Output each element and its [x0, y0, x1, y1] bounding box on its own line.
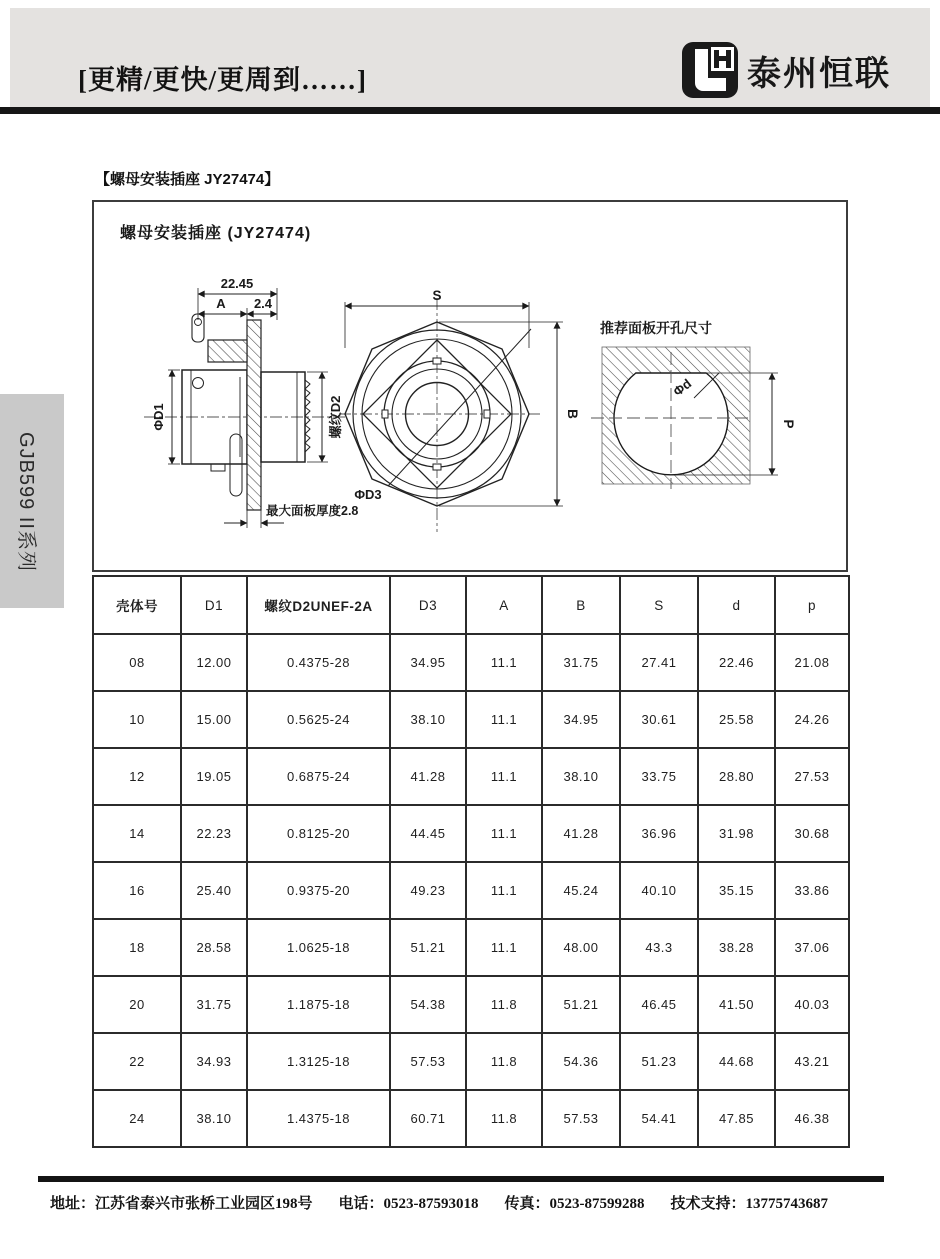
table-cell: 40.03: [775, 976, 849, 1033]
table-cell: 0.6875-24: [247, 748, 390, 805]
table-cell: 22.23: [181, 805, 247, 862]
table-cell: 14: [93, 805, 181, 862]
table-row: [93, 976, 849, 1033]
dim-a: A: [216, 296, 226, 311]
table-cell: 22: [93, 1033, 181, 1090]
footer-address: 地址：江苏省泰兴市张桥工业园区198号: [50, 1196, 313, 1212]
table-row: [93, 805, 849, 862]
table-row: [93, 691, 849, 748]
dim-2-4: 2.4: [253, 296, 273, 311]
panel-cutout-drawing: [591, 347, 778, 489]
table-cell: 34.95: [390, 634, 466, 691]
table-cell: 34.95: [542, 691, 620, 748]
table-cell: 43.3: [620, 919, 698, 976]
column-header: d: [698, 576, 775, 634]
table-cell: 54.36: [542, 1033, 620, 1090]
table-cell: 46.45: [620, 976, 698, 1033]
table-cell: 11.1: [466, 919, 542, 976]
footer-divider-bar: [38, 1176, 884, 1182]
table-row: [93, 634, 849, 691]
table-cell: 1.4375-18: [247, 1090, 390, 1147]
table-cell: 28.58: [181, 919, 247, 976]
table-cell: 41.28: [542, 805, 620, 862]
table-cell: 11.1: [466, 805, 542, 862]
table-cell: 54.41: [620, 1090, 698, 1147]
table-cell: 1.1875-18: [247, 976, 390, 1033]
table-cell: 20: [93, 976, 181, 1033]
column-header: 壳体号: [93, 576, 181, 634]
diagram-title: 螺母安装插座 (JY27474): [120, 225, 312, 242]
table-row: [93, 1033, 849, 1090]
label-max-panel-thickness: 最大面板厚度2.8: [266, 504, 359, 518]
column-header: A: [466, 576, 542, 634]
dim-p: P: [781, 419, 796, 429]
table-cell: 11.8: [466, 976, 542, 1033]
table-cell: 60.71: [390, 1090, 466, 1147]
lh-logo-icon: [682, 42, 738, 98]
table-row: [93, 919, 849, 976]
table-cell: 24: [93, 1090, 181, 1147]
table-cell: 31.75: [542, 634, 620, 691]
column-header: B: [542, 576, 620, 634]
table-cell: 51.23: [620, 1033, 698, 1090]
column-header: 螺纹D2UNEF-2A: [247, 576, 390, 634]
column-header: p: [775, 576, 849, 634]
table-cell: 19.05: [181, 748, 247, 805]
label-phi-d: Φd: [670, 375, 695, 400]
table-cell: 0.5625-24: [247, 691, 390, 748]
table-cell: 37.06: [775, 919, 849, 976]
table-cell: 18: [93, 919, 181, 976]
column-header: S: [620, 576, 698, 634]
table-cell: 38.28: [698, 919, 775, 976]
header-slogan: [更精/更快/更周到……]: [78, 65, 367, 95]
label-phi-d1: ΦD1: [151, 403, 166, 431]
footer-fax: 传真：0523-87599288: [504, 1196, 645, 1212]
table-cell: 12.00: [181, 634, 247, 691]
label-thread-d2: 螺纹D2: [328, 395, 343, 439]
table-cell: 10: [93, 691, 181, 748]
table-cell: 33.86: [775, 862, 849, 919]
table-cell: 25.58: [698, 691, 775, 748]
table-cell: 38.10: [542, 748, 620, 805]
table-cell: 25.40: [181, 862, 247, 919]
column-header: D1: [181, 576, 247, 634]
table-cell: 21.08: [775, 634, 849, 691]
table-cell: 11.8: [466, 1090, 542, 1147]
table-cell: 49.23: [390, 862, 466, 919]
table-row: [93, 862, 849, 919]
spec-table-head: [93, 576, 849, 634]
table-cell: 30.68: [775, 805, 849, 862]
dim-s: S: [432, 288, 442, 303]
header-row: [93, 576, 849, 634]
table-cell: 11.1: [466, 634, 542, 691]
table-cell: 11.1: [466, 862, 542, 919]
table-cell: 51.21: [390, 919, 466, 976]
footer-support: 技术支持：13775743687: [670, 1196, 829, 1212]
table-cell: 0.8125-20: [247, 805, 390, 862]
table-cell: 1.0625-18: [247, 919, 390, 976]
table-cell: 38.10: [181, 1090, 247, 1147]
table-cell: 38.10: [390, 691, 466, 748]
table-cell: 48.00: [542, 919, 620, 976]
footer-phone: 电话：0523-87593018: [338, 1196, 479, 1212]
table-cell: 44.45: [390, 805, 466, 862]
table-cell: 11.8: [466, 1033, 542, 1090]
table-cell: 44.68: [698, 1033, 775, 1090]
table-cell: 16: [93, 862, 181, 919]
table-cell: 27.53: [775, 748, 849, 805]
table-cell: 34.93: [181, 1033, 247, 1090]
table-cell: 54.38: [390, 976, 466, 1033]
diagram-panel: [92, 200, 848, 572]
table-cell: 41.50: [698, 976, 775, 1033]
technical-drawing: [94, 202, 846, 570]
table-cell: 0.4375-28: [247, 634, 390, 691]
table-cell: 28.80: [698, 748, 775, 805]
section-title: 【螺母安装插座 JY27474】: [95, 171, 280, 188]
table-cell: 27.41: [620, 634, 698, 691]
header-divider-bar: [0, 107, 940, 114]
table-cell: 35.15: [698, 862, 775, 919]
brand-name: 泰州恒联: [747, 54, 891, 93]
table-cell: 11.1: [466, 691, 542, 748]
footer: [50, 1192, 890, 1213]
table-cell: 11.1: [466, 748, 542, 805]
label-phi-d3: ΦD3: [354, 487, 382, 502]
table-cell: 15.00: [181, 691, 247, 748]
company-logo: [682, 42, 891, 98]
panel-cutout-title: 推荐面板开孔尺寸: [600, 320, 712, 336]
side-view-drawing: [144, 288, 346, 528]
table-row: [93, 1090, 849, 1147]
table-cell: 41.28: [390, 748, 466, 805]
series-label: GJB599 II系列: [15, 432, 37, 572]
table-cell: 57.53: [542, 1090, 620, 1147]
table-row: [93, 748, 849, 805]
table-cell: 24.26: [775, 691, 849, 748]
table-cell: 31.75: [181, 976, 247, 1033]
table-cell: 12: [93, 748, 181, 805]
table-cell: 0.9375-20: [247, 862, 390, 919]
table-cell: 45.24: [542, 862, 620, 919]
table-cell: 33.75: [620, 748, 698, 805]
table-cell: 46.38: [775, 1090, 849, 1147]
table-cell: 08: [93, 634, 181, 691]
dim-b: B: [565, 409, 580, 419]
spec-table: [92, 575, 850, 1148]
table-cell: 51.21: [542, 976, 620, 1033]
table-cell: 57.53: [390, 1033, 466, 1090]
table-cell: 36.96: [620, 805, 698, 862]
table-cell: 31.98: [698, 805, 775, 862]
series-side-tab: [0, 394, 64, 608]
table-cell: 43.21: [775, 1033, 849, 1090]
column-header: D3: [390, 576, 466, 634]
table-cell: 40.10: [620, 862, 698, 919]
spec-table-body: [93, 634, 849, 1147]
table-cell: 47.85: [698, 1090, 775, 1147]
table-cell: 22.46: [698, 634, 775, 691]
dim-22-45: 22.45: [220, 276, 254, 291]
table-cell: 1.3125-18: [247, 1033, 390, 1090]
table-cell: 30.61: [620, 691, 698, 748]
